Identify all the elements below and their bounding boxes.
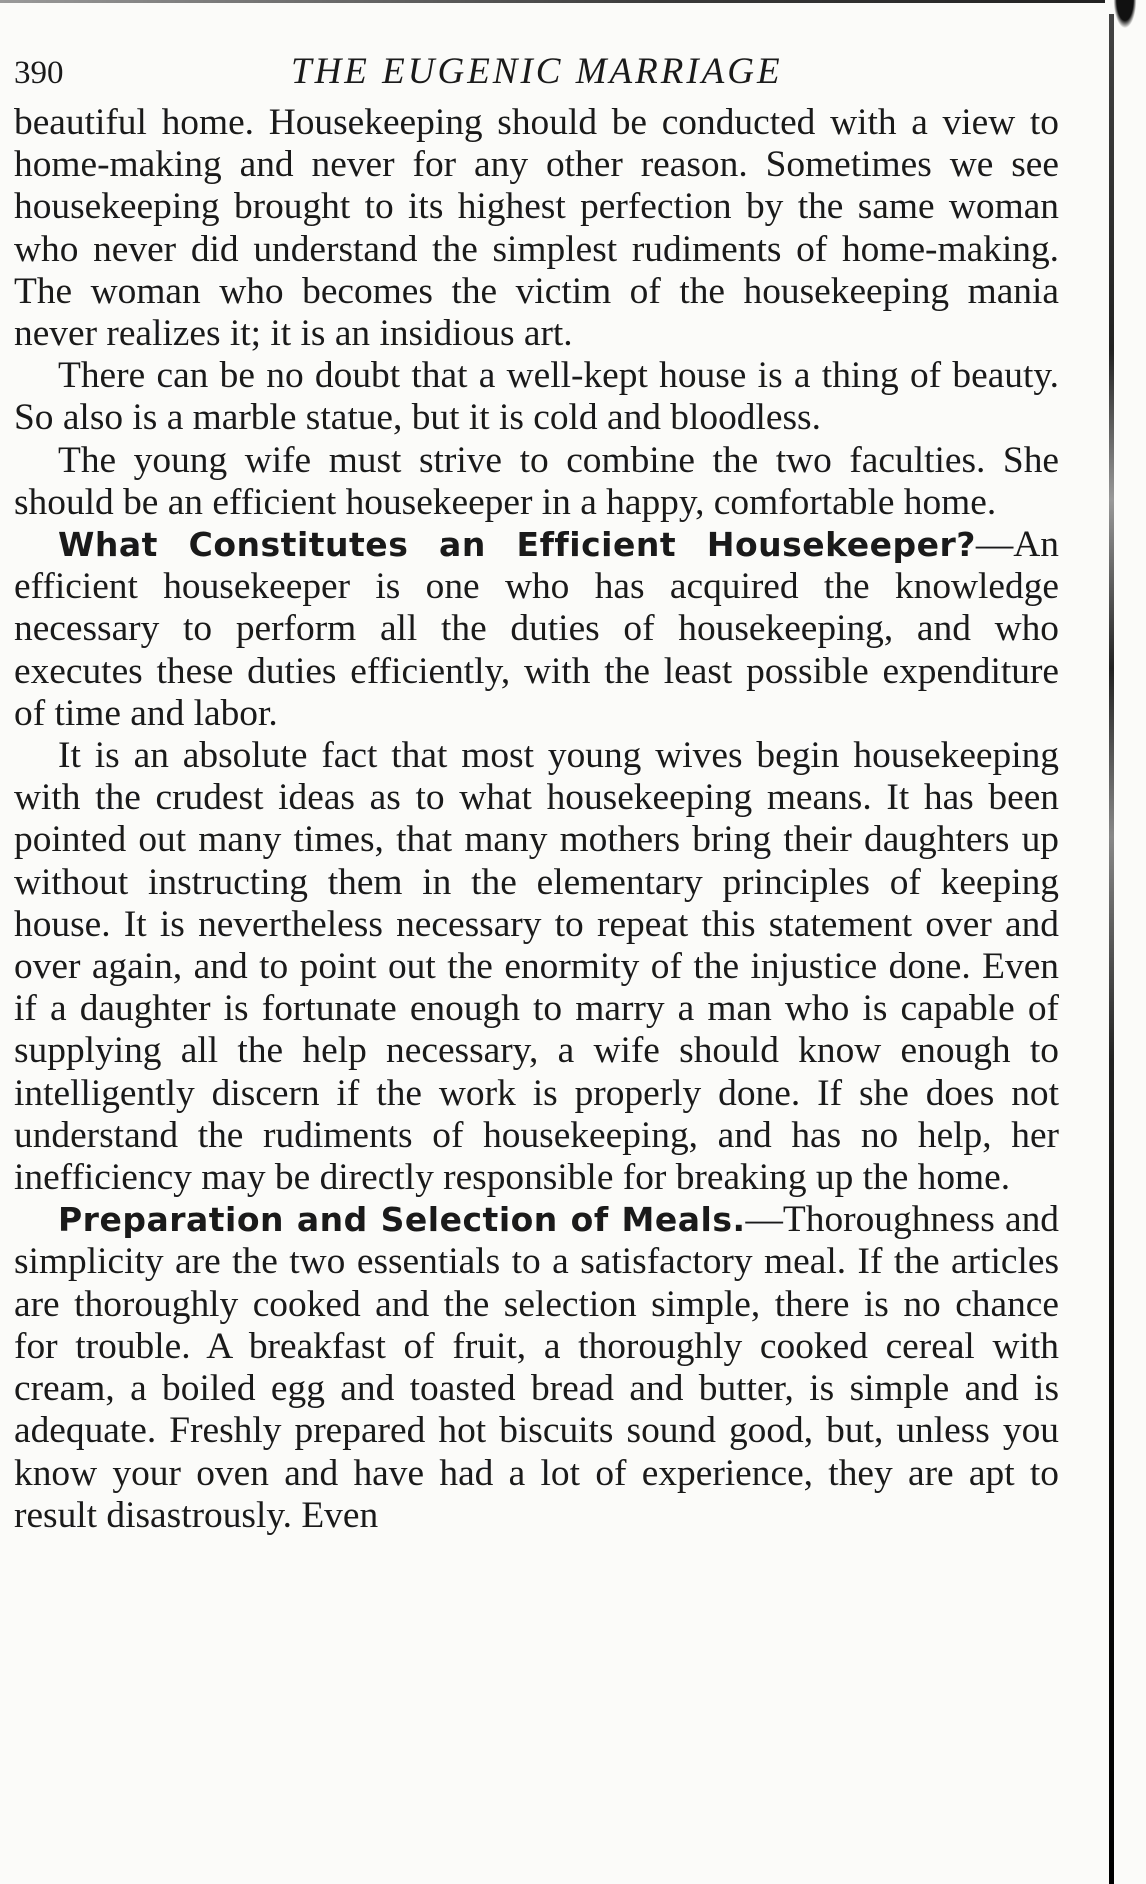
paragraph <box>14 735 1059 1199</box>
running-head: THE EUGENIC MARRIAGE <box>291 51 783 92</box>
section-heading: Preparation and Selection of Meals. <box>58 1200 746 1240</box>
page-edge-mark <box>1112 0 1138 32</box>
paragraph <box>14 440 1059 524</box>
paragraph <box>14 102 1059 355</box>
section-heading: What Constitutes an Efficient Housekeeper? <box>58 525 976 565</box>
paragraph-text: —An efficient housekeeper is one who has acquired the knowledge necessary to perform all the duties of housekeeping, and who executes these duties efficiently, with the least possible expenditure of time and labor. <box>14 524 1059 734</box>
top-rule <box>0 0 1105 3</box>
paragraph-text: —Thoroughness and simplicity are the two essentials to a satisfactory meal. If the articles are thoroughly cooked and the selection simple, there is no chance for trouble. A breakfast of fruit, a thoroughly cooked cereal with cream, a boiled egg and toasted bread and butter, is simple and is adequate. Freshly prepared hot biscuits sound good, but, unless you know your oven and have had a lot of experience, they are apt to result disastrously. Even <box>14 1199 1059 1536</box>
paragraph <box>14 1199 1059 1537</box>
paragraph <box>14 524 1059 735</box>
paragraph-text: The young wife must strive to combine the two faculties. She should be an efficient housekeeper in a happy, comfortable home. <box>14 439 1059 523</box>
paragraph-text: It is an absolute fact that most young wives begin housekeeping with the crudest ideas as to what housekeeping means. It has been pointed out many times, that many mothers bring their daughters up without instructing them in the elementary principles of keeping house. It is nevertheless necessary to repeat this statement over and over again, and to point out the enormity of the injustice done. Even if a daughter is fortunate enough to marry a man who is capable of supplying all the help necessary, a wife should know enough to intelligently discern if the work is properly done. If she does not understand the rudiments of housekeeping, and has no help, her inefficiency may be directly responsible for breaking up the home. <box>14 735 1059 1199</box>
page-binding-edge <box>1109 14 1114 1884</box>
book-page <box>14 50 1064 1537</box>
paragraph <box>14 355 1059 439</box>
paragraph-text: There can be no doubt that a well-kept house is a thing of beauty. So also is a marble statue, but it is cold and bloodless. <box>14 355 1059 439</box>
page-header <box>14 50 1064 102</box>
paragraph-text: beautiful home. Housekeeping should be conducted with a view to home-making and never for any other reason. Sometimes we see housekeeping brought to its highest perfection by the same woman who never did understand the simplest rudiments of home-making. The woman who becomes the victim of the housekeeping mania never realizes it; it is an insidious art. <box>14 102 1059 355</box>
body-text <box>14 102 1059 1537</box>
page-number: 390 <box>14 55 64 91</box>
